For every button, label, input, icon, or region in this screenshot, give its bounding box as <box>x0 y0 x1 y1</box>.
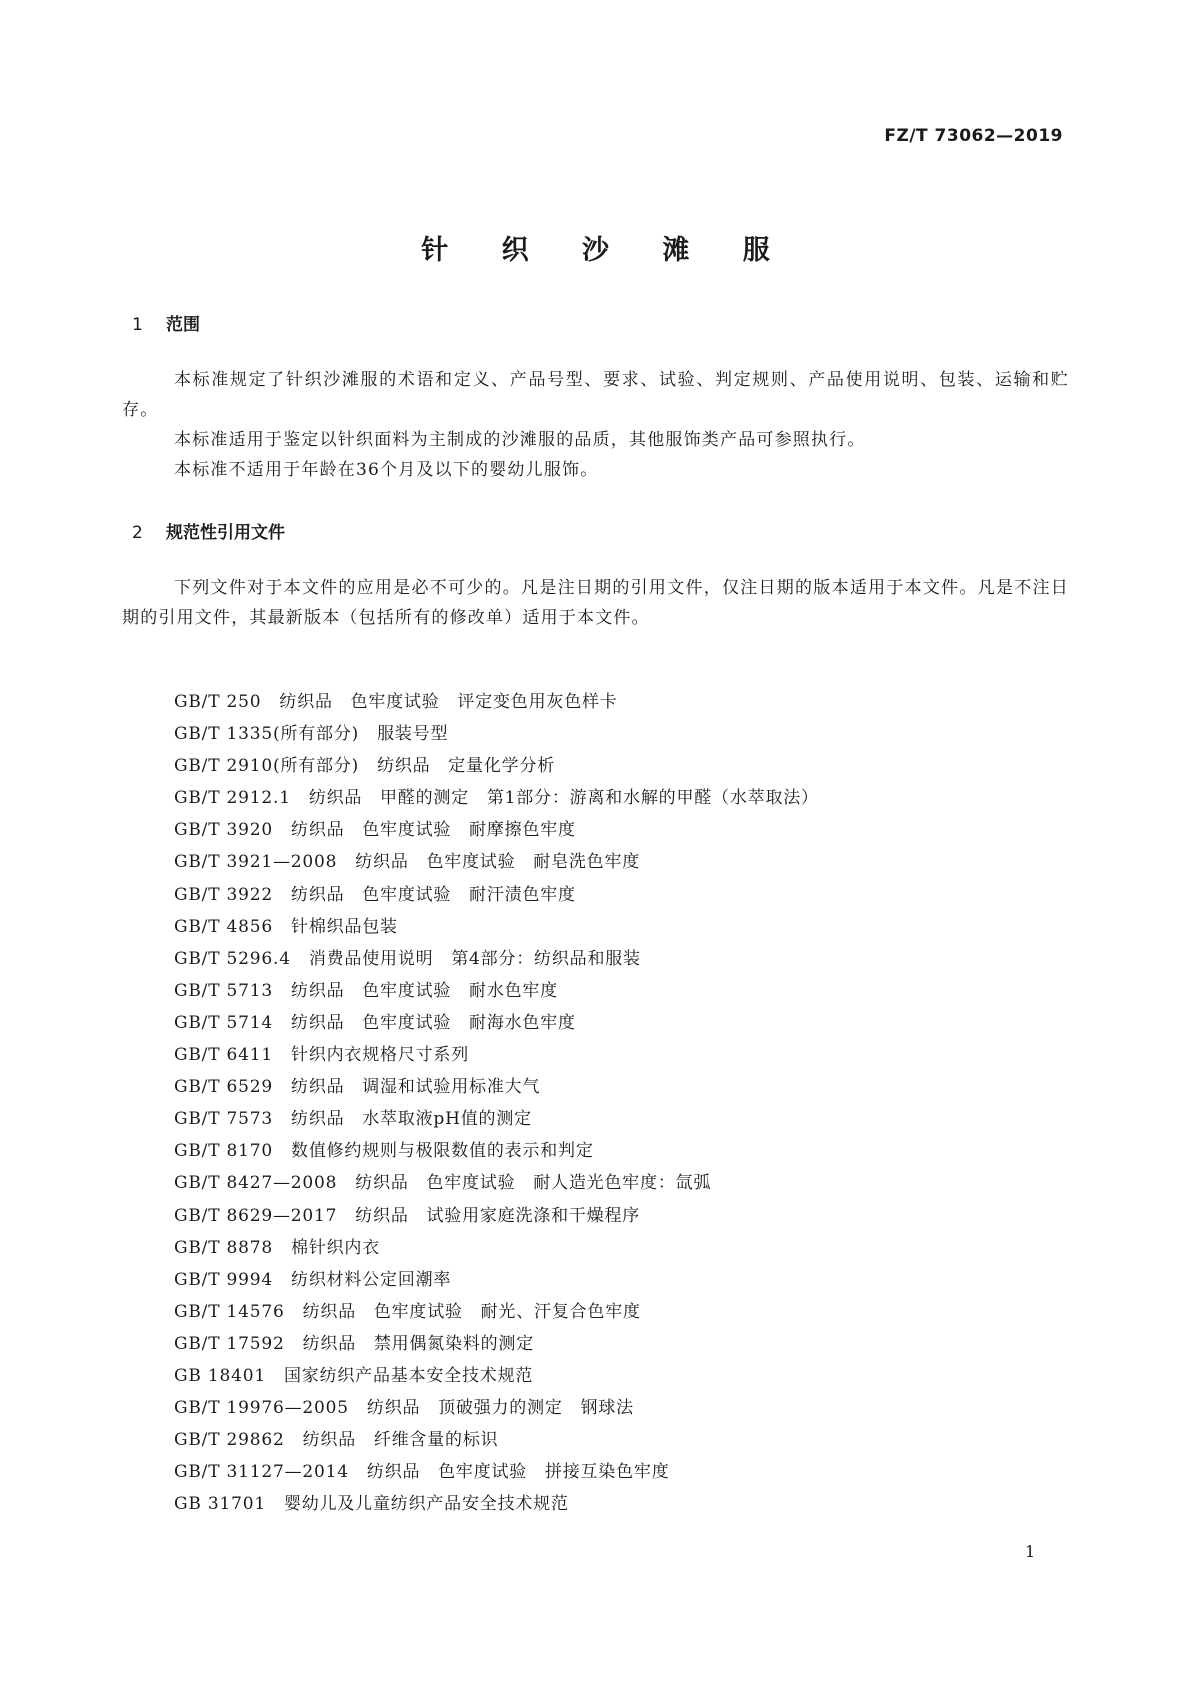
reference-title: 纺织品 色牢度试验 耐摩擦色牢度 <box>291 820 576 841</box>
reference-item <box>174 1392 819 1424</box>
reference-title: 纺织品 试验用家庭洗涤和干燥程序 <box>355 1205 641 1226</box>
reference-title: 棉针织内衣 <box>291 1237 381 1258</box>
reference-title: 国家纺织产品基本安全技术规范 <box>283 1365 534 1386</box>
reference-title: 纺织品 纤维含量的标识 <box>302 1430 499 1451</box>
reference-code: GB 31701 <box>174 1494 266 1515</box>
reference-item <box>174 718 819 750</box>
section-1-paragraph-3: 本标准不适用于年龄在36个月及以下的婴幼儿服饰。 <box>174 460 599 480</box>
reference-code: GB/T 3922 <box>174 884 274 905</box>
reference-item <box>174 1200 819 1232</box>
reference-title: 纺织品 色牢度试验 评定变色用灰色样卡 <box>279 692 618 712</box>
reference-item <box>174 879 819 911</box>
reference-code: GB/T 3920 <box>174 820 274 841</box>
reference-code: GB/T 250 <box>174 692 262 712</box>
reference-title: 纺织品 禁用偶氮染料的测定 <box>302 1333 535 1354</box>
reference-code: GB/T 1335(所有部分) <box>174 724 360 745</box>
reference-item <box>174 1264 819 1296</box>
reference-title: 纺织品 色牢度试验 耐水色牢度 <box>291 980 559 1001</box>
reference-title: 消费品使用说明 第4部分：纺织品和服装 <box>308 948 641 969</box>
reference-code: GB/T 2910(所有部分) <box>174 756 360 777</box>
reference-item <box>174 1167 819 1199</box>
reference-code: GB/T 5296.4 <box>174 948 291 969</box>
standard-code: FZ/T 73062—2019 <box>884 126 1063 146</box>
reference-item <box>174 943 819 975</box>
reference-title: 数值修约规则与极限数值的表示和判定 <box>291 1141 594 1162</box>
reference-item <box>174 1296 819 1328</box>
reference-item <box>174 686 819 718</box>
reference-item <box>174 1071 819 1103</box>
reference-item <box>174 1135 819 1167</box>
reference-item <box>174 846 819 878</box>
reference-code: GB/T 7573 <box>174 1109 274 1130</box>
section-1-paragraph-1: 本标准规定了针织沙滩服的术语和定义、产品号型、要求、试验、判定规则、产品使用说明、包装、运输和贮存。 <box>122 370 1069 420</box>
reference-title: 针棉织品包装 <box>291 916 398 937</box>
reference-item <box>174 975 819 1007</box>
reference-title: 纺织材料公定回潮率 <box>291 1269 452 1290</box>
reference-item <box>174 782 819 814</box>
reference-title: 纺织品 色牢度试验 耐人造光色牢度：氙弧 <box>355 1173 712 1194</box>
reference-code: GB/T 19976—2005 <box>174 1398 349 1419</box>
reference-item <box>174 1103 819 1135</box>
reference-title: 婴幼儿及儿童纺织产品安全技术规范 <box>283 1494 569 1515</box>
reference-code: GB/T 8170 <box>174 1141 274 1162</box>
reference-title: 纺织品 色牢度试验 耐光、汗复合色牢度 <box>302 1301 641 1322</box>
reference-title: 服装号型 <box>377 724 449 745</box>
reference-title: 纺织品 调湿和试验用标准大气 <box>291 1077 541 1098</box>
reference-item <box>174 1456 819 1488</box>
reference-item <box>174 1424 819 1456</box>
reference-code: GB/T 6411 <box>174 1045 274 1066</box>
reference-code: GB 18401 <box>174 1365 266 1386</box>
section-title: 范围 <box>166 315 200 335</box>
reference-code: GB/T 29862 <box>174 1430 285 1451</box>
reference-item <box>174 1488 819 1520</box>
reference-code: GB/T 2912.1 <box>174 788 291 809</box>
reference-code: GB/T 17592 <box>174 1333 285 1354</box>
normative-reference-list <box>174 686 819 1520</box>
section-2-paragraph-1: 下列文件对于本文件的应用是必不可少的。凡是注日期的引用文件，仅注日期的版本适用于本文件。凡是不注日期的引用文件，其最新版本（包括所有的修改单）适用于本文件。 <box>122 578 1069 628</box>
reference-code: GB/T 31127—2014 <box>174 1462 349 1483</box>
reference-code: GB/T 14576 <box>174 1301 285 1322</box>
reference-title: 纺织品 色牢度试验 耐皂洗色牢度 <box>355 852 641 873</box>
reference-title: 纺织品 水萃取液pH值的测定 <box>291 1109 532 1130</box>
reference-item <box>174 750 819 782</box>
section-1-heading <box>132 310 200 335</box>
reference-title: 纺织品 甲醛的测定 第1部分：游离和水解的甲醛（水萃取法） <box>308 788 819 809</box>
reference-code: GB/T 8878 <box>174 1237 274 1258</box>
reference-code: GB/T 4856 <box>174 916 274 937</box>
reference-code: GB/T 3921—2008 <box>174 852 338 873</box>
reference-title: 纺织品 色牢度试验 耐汗渍色牢度 <box>291 884 576 905</box>
reference-item <box>174 1360 819 1392</box>
reference-code: GB/T 8427—2008 <box>174 1173 338 1194</box>
reference-item <box>174 1328 819 1360</box>
section-number: 1 <box>132 315 143 335</box>
document-title: 针 织 沙 滩 服 <box>421 235 792 266</box>
reference-item <box>174 1007 819 1039</box>
section-number: 2 <box>132 523 143 543</box>
reference-code: GB/T 5713 <box>174 980 274 1001</box>
reference-item <box>174 1039 819 1071</box>
reference-title: 纺织品 顶破强力的测定 钢球法 <box>366 1398 634 1419</box>
section-2-heading <box>132 518 285 543</box>
reference-title: 针织内衣规格尺寸系列 <box>291 1045 470 1066</box>
reference-code: GB/T 9994 <box>174 1269 274 1290</box>
page-number: 1 <box>1025 1542 1036 1561</box>
section-title: 规范性引用文件 <box>166 523 285 543</box>
reference-code: GB/T 5714 <box>174 1012 274 1033</box>
reference-item <box>174 911 819 943</box>
reference-code: GB/T 8629—2017 <box>174 1205 338 1226</box>
reference-code: GB/T 6529 <box>174 1077 274 1098</box>
reference-title: 纺织品 色牢度试验 拼接互染色牢度 <box>366 1462 670 1483</box>
reference-title: 纺织品 色牢度试验 耐海水色牢度 <box>291 1012 576 1033</box>
reference-title: 纺织品 定量化学分析 <box>377 756 556 777</box>
section-1-paragraph-2: 本标准适用于鉴定以针织面料为主制成的沙滩服的品质，其他服饰类产品可参照执行。 <box>174 430 866 450</box>
reference-item <box>174 1232 819 1264</box>
reference-item <box>174 814 819 846</box>
